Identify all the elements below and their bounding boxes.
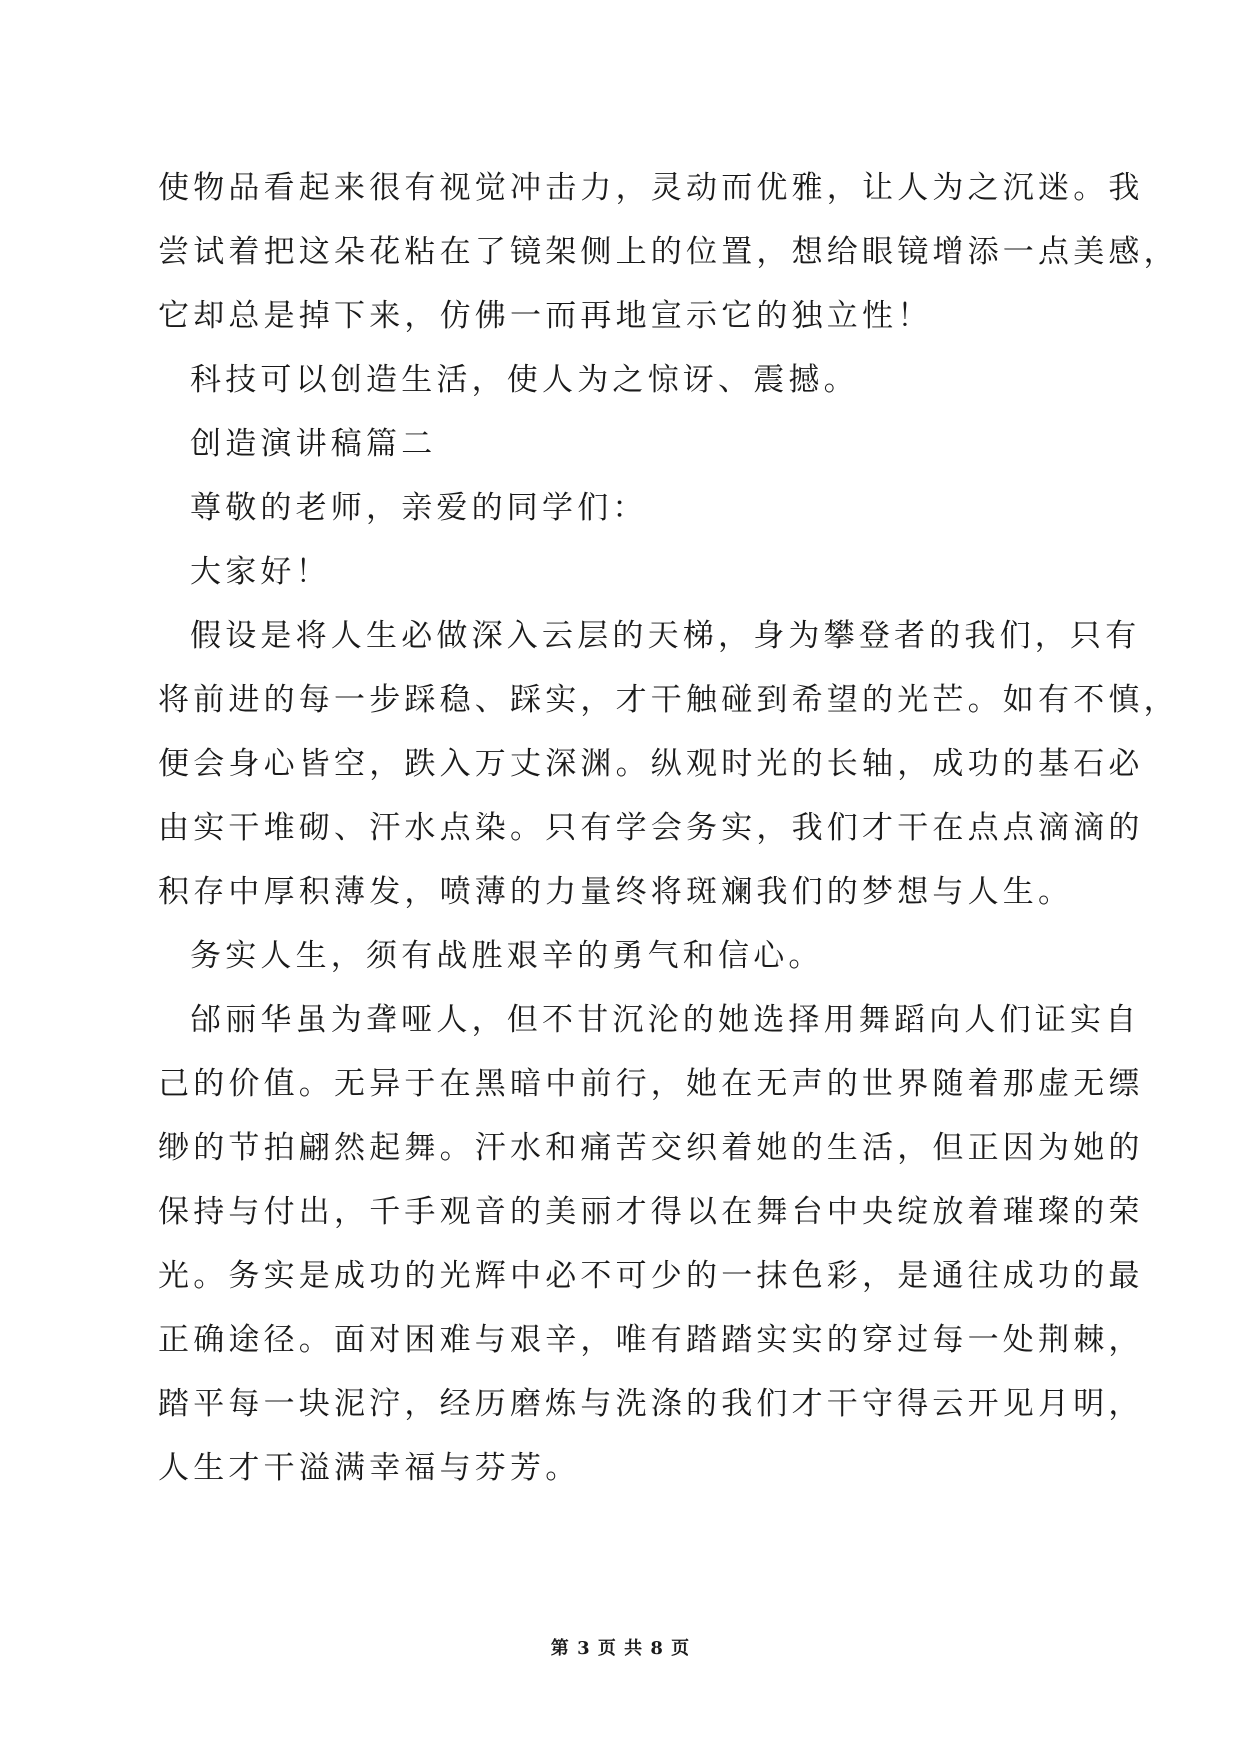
salutation: 尊敬的老师，亲爱的同学们：	[190, 490, 648, 526]
greeting: 大家好！	[190, 554, 331, 590]
section-heading: 创造演讲稿篇二	[190, 426, 437, 462]
body-text-line: 它却总是掉下来，仿佛一而再地宣示它的独立性！	[158, 298, 933, 334]
body-text-line: 将前进的每一步踩稳、踩实，才干触碰到希望的光芒。如有不慎，	[158, 682, 1179, 718]
body-text-line: 使物品看起来很有视觉冲击力，灵动而优雅，让人为之沉迷。我	[158, 170, 1144, 206]
body-text-line: 邰丽华虽为聋哑人，但不甘沉沦的她选择用舞蹈向人们证实自	[190, 1002, 1141, 1038]
body-text-line: 人生才干溢满幸福与芬芳。	[158, 1450, 581, 1486]
body-text-line: 科技可以创造生活，使人为之惊讶、震撼。	[190, 362, 859, 398]
body-text-line: 尝试着把这朵花粘在了镜架侧上的位置，想给眼镜增添一点美感，	[158, 234, 1179, 270]
body-text-line: 保持与付出，千手观音的美丽才得以在舞台中央绽放着璀璨的荣	[158, 1194, 1144, 1230]
body-text-line: 假设是将人生必做深入云层的天梯，身为攀登者的我们，只有	[190, 618, 1141, 654]
body-text-line: 踏平每一块泥泞，经历磨炼与洗涤的我们才干守得云开见月明，	[158, 1386, 1144, 1422]
page-number-footer: 第 3 页 共 8 页	[550, 1638, 691, 1659]
body-text-line: 积存中厚积薄发，喷薄的力量终将斑斓我们的梦想与人生。	[158, 874, 1074, 910]
body-text-line: 正确途径。面对困难与艰辛，唯有踏踏实实的穿过每一处荆棘，	[158, 1322, 1144, 1358]
body-text-line: 便会身心皆空，跌入万丈深渊。纵观时光的长轴，成功的基石必	[158, 746, 1144, 782]
body-text-line: 缈的节拍翩然起舞。汗水和痛苦交织着她的生活，但正因为她的	[158, 1130, 1144, 1166]
body-text-line: 光。务实是成功的光辉中必不可少的一抹色彩，是通往成功的最	[158, 1258, 1144, 1294]
body-text-line: 由实干堆砌、汗水点染。只有学会务实，我们才干在点点滴滴的	[158, 810, 1144, 846]
body-text-line: 己的价值。无异于在黑暗中前行，她在无声的世界随着那虚无缥	[158, 1066, 1144, 1102]
body-text-line: 务实人生，须有战胜艰辛的勇气和信心。	[190, 938, 824, 974]
